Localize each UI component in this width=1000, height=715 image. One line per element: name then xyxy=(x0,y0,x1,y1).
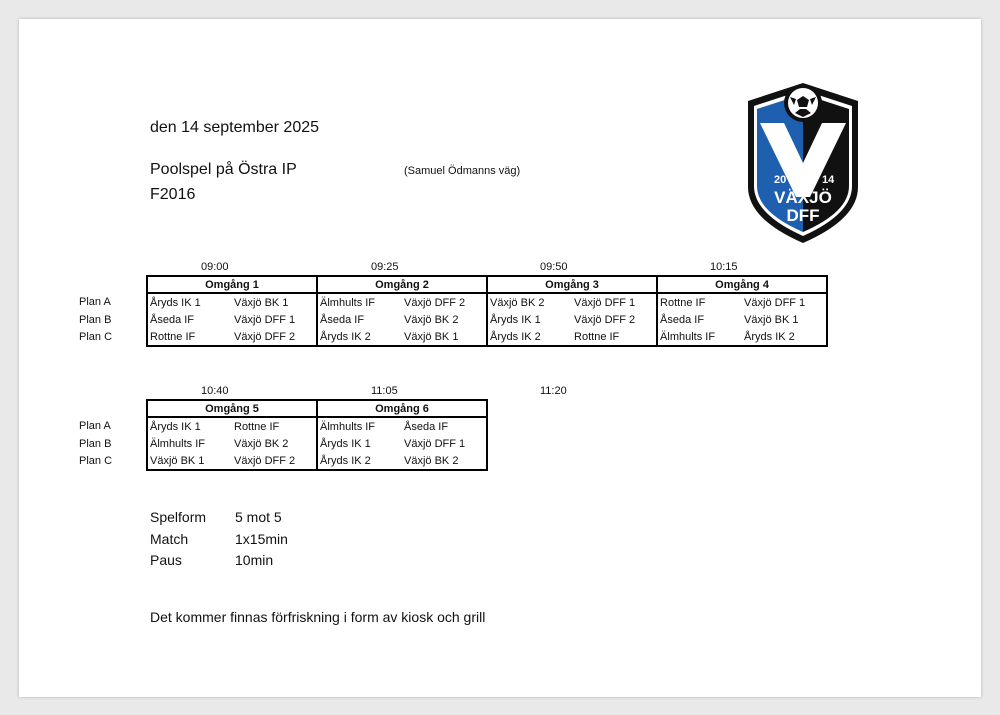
team-cell: Åryds IK 2 xyxy=(317,328,402,346)
team-cell: Växjö BK 2 xyxy=(402,452,487,470)
team-cell: Växjö DFF 2 xyxy=(232,452,317,470)
team-cell: Åryds IK 1 xyxy=(147,417,232,435)
team-cell: Älmhults IF xyxy=(317,417,402,435)
row-label-plan-a: Plan A xyxy=(79,420,111,432)
team-cell: Älmhults IF xyxy=(147,435,232,452)
row-label-plan-c: Plan C xyxy=(79,331,113,343)
team-cell: Rottne IF xyxy=(232,417,317,435)
team-cell: Växjö BK 2 xyxy=(402,311,487,328)
logo-year-left: 20 xyxy=(774,174,787,186)
team-cell: Åryds IK 2 xyxy=(487,328,572,346)
logo-name-line2: DFF xyxy=(786,206,820,225)
table-row xyxy=(147,417,487,435)
team-cell: Älmhults IF xyxy=(317,293,402,311)
round-header: Omgång 6 xyxy=(317,400,487,417)
time-slot-7: 11:20 xyxy=(540,385,567,397)
team-cell: Växjö BK 1 xyxy=(742,311,827,328)
time-slot-2: 09:25 xyxy=(371,261,399,273)
round-header: Omgång 1 xyxy=(147,276,317,293)
row-label-plan-a: Plan A xyxy=(79,296,111,308)
team-cell: Åryds IK 2 xyxy=(317,452,402,470)
team-cell: Rottne IF xyxy=(572,328,657,346)
info-label-match: Match xyxy=(150,531,189,547)
event-title: Poolspel på Östra IP xyxy=(150,161,297,178)
team-cell: Växjö DFF 2 xyxy=(232,328,317,346)
team-cell: Åryds IK 2 xyxy=(742,328,827,346)
team-cell: Åryds IK 1 xyxy=(147,293,232,311)
info-label-pause: Paus xyxy=(150,552,182,568)
team-cell: Växjö DFF 1 xyxy=(572,293,657,311)
info-value-match: 1x15min xyxy=(235,531,288,547)
time-slot-3: 09:50 xyxy=(540,261,568,273)
team-cell: Växjö BK 1 xyxy=(147,452,232,470)
logo-name-line1: VÄXJÖ xyxy=(774,188,832,207)
row-label-plan-b: Plan B xyxy=(79,314,112,326)
table-row xyxy=(147,328,827,346)
logo-year-right: 14 xyxy=(822,174,835,186)
info-value-game-format: 5 mot 5 xyxy=(235,509,282,525)
table-header-row xyxy=(147,400,487,417)
table-row xyxy=(147,452,487,470)
team-cell: Åseda IF xyxy=(657,311,742,328)
team-cell: Åseda IF xyxy=(402,417,487,435)
document-page xyxy=(19,19,981,697)
team-cell: Växjö DFF 1 xyxy=(232,311,317,328)
round-header: Omgång 4 xyxy=(657,276,827,293)
team-cell: Åseda IF xyxy=(147,311,232,328)
team-cell: Växjö DFF 2 xyxy=(572,311,657,328)
team-cell: Växjö DFF 1 xyxy=(402,435,487,452)
time-slot-6: 11:05 xyxy=(371,385,398,397)
time-slot-1: 09:00 xyxy=(201,261,229,273)
team-cell: Rottne IF xyxy=(657,293,742,311)
round-header: Omgång 3 xyxy=(487,276,657,293)
row-label-plan-b: Plan B xyxy=(79,438,112,450)
team-cell: Växjö DFF 2 xyxy=(402,293,487,311)
table-header-row xyxy=(147,276,827,293)
vaxjo-dff-logo xyxy=(746,79,860,245)
age-group: F2016 xyxy=(150,186,196,203)
team-cell: Växjö BK 1 xyxy=(232,293,317,311)
team-cell: Åseda IF xyxy=(317,311,402,328)
team-cell: Rottne IF xyxy=(147,328,232,346)
table-row xyxy=(147,435,487,452)
info-label-game-format: Spelform xyxy=(150,509,207,525)
round-header: Omgång 2 xyxy=(317,276,487,293)
event-address: (Samuel Ödmanns väg) xyxy=(404,165,521,177)
schedule-table-2 xyxy=(146,399,488,471)
team-cell: Växjö BK 2 xyxy=(232,435,317,452)
time-slot-4: 10:15 xyxy=(710,261,738,273)
team-cell: Åryds IK 1 xyxy=(487,311,572,328)
info-value-pause: 10min xyxy=(235,552,274,568)
schedule-table-1 xyxy=(146,275,828,347)
team-cell: Växjö BK 1 xyxy=(402,328,487,346)
table-row xyxy=(147,293,827,311)
round-header: Omgång 5 xyxy=(147,400,317,417)
team-cell: Växjö BK 2 xyxy=(487,293,572,311)
row-label-plan-c: Plan C xyxy=(79,455,113,467)
team-cell: Växjö DFF 1 xyxy=(742,293,827,311)
refreshment-note: Det kommer finnas förfriskning i form av kiosk och grill xyxy=(150,609,486,625)
event-date: den 14 september 2025 xyxy=(150,119,320,136)
time-slot-5: 10:40 xyxy=(201,385,229,397)
table-row xyxy=(147,311,827,328)
team-cell: Älmhults IF xyxy=(657,328,742,346)
team-cell: Åryds IK 1 xyxy=(317,435,402,452)
